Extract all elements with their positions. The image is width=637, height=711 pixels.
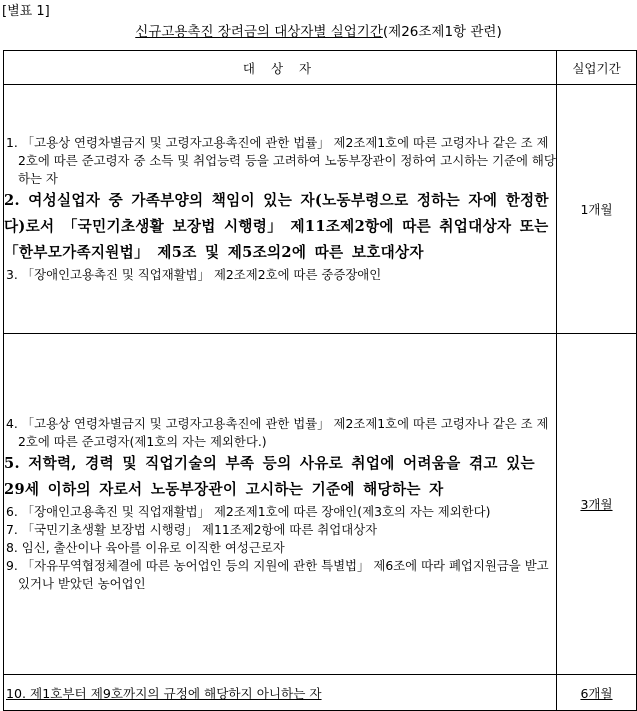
period-cell: 1개월 <box>557 85 637 334</box>
list-item: 2. 여성실업자 중 가족부양의 책임이 있는 자(노동부령으로 정하는 자에 한정한다)로서 「국민기초생활 보장법 시행령」 제11조제2항에 따른 취업대상자 또는「한부모가족지원법」 제5조 및 제5조의2에 따른 보호대상자 <box>4 192 549 261</box>
period-cell <box>557 675 637 711</box>
list-item: 7. 「국민기초생활 보장법 시행령」 제11조제2항에 따른 취업대상자 <box>6 522 378 537</box>
list-item: 8. 임신, 출산이나 육아를 이유로 이직한 여성근로자 <box>6 540 285 555</box>
target-cell <box>4 334 557 675</box>
list-item: 4. 「고용상 연령차별금지 및 고령자고용촉진에 관한 법률」 제2조제1호에 따른 고령자나 같은 조 제2호에 따른 준고령자(제1호의 자는 제외한다.) <box>6 416 549 449</box>
list-item: 1. 「고용상 연령차별금지 및 고령자고용촉진에 관한 법률」 제2조제1호에 따른 고령자나 같은 조 제2호에 따른 준고령자 중 소득 및 취업능력 등을 고려하여 노동부장관이 정하여 고시하는 기준에 해당하는 자 <box>6 135 556 186</box>
list-item: 6. 「장애인고용촉진 및 직업재활법」 제2조제1호에 따른 장애인(제3호의 자는 제외한다) <box>6 504 491 519</box>
table-header-row <box>4 51 637 85</box>
document-title <box>0 20 637 40</box>
list-item: 9. 「자유무역협정체결에 따른 농어업인 등의 지원에 관한 특별법」 제6조에 따라 폐업지원금을 받고 있거나 받았던 농어업인 <box>6 558 549 591</box>
period-value: 6개월 <box>580 685 613 701</box>
table-row <box>4 334 637 675</box>
table-row <box>4 85 637 334</box>
period-cell <box>557 334 637 675</box>
header-period: 실업기간 <box>557 51 637 85</box>
target-cell <box>4 85 557 334</box>
header-target: 대 상 자 <box>4 51 557 85</box>
title-reference: (제26조제1항 관련) <box>382 24 502 40</box>
title-main: 신규고용촉진 장려금의 대상자별 실업기간 <box>135 24 383 40</box>
eligibility-table <box>3 50 637 711</box>
annex-label: [별표 1] <box>2 4 50 19</box>
table-row <box>4 675 637 711</box>
list-item: 5. 저학력, 경력 및 직업기술의 부족 등의 사유로 취업에 어려움을 겪고 있는 29세 이하의 자로서 노동부장관이 고시하는 기준에 해당하는 자 <box>4 455 535 498</box>
period-value: 3개월 <box>580 497 613 512</box>
list-item: 3. 「장애인고용촉진 및 직업재활법」 제2조제2호에 따른 중증장애인 <box>6 267 382 282</box>
target-cell <box>4 675 557 711</box>
list-item: 10. 제1호부터 제9호까지의 규정에 해당하지 아니하는 자 <box>6 686 322 701</box>
